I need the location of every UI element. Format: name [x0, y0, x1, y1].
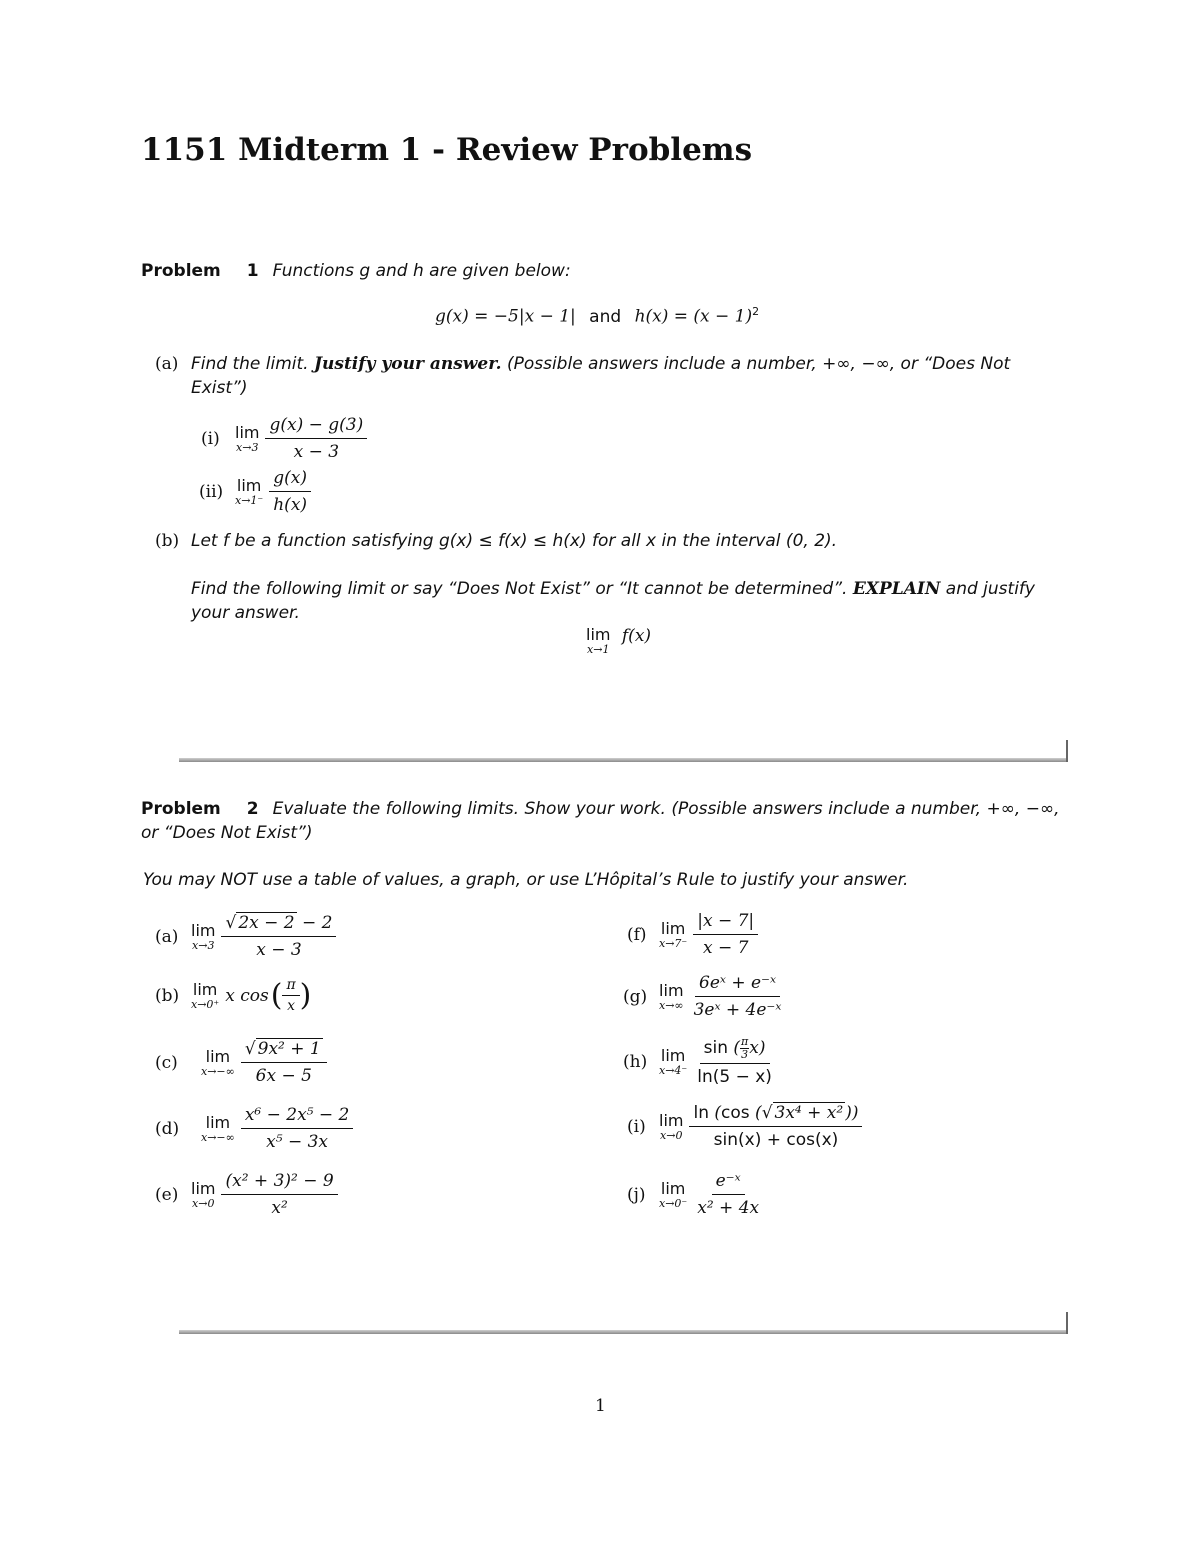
limit-j: [627, 1170, 763, 1219]
problem-2-note: You may NOT use a table of values, a graph, or use L’Hôpital’s Rule to justify your answer.: [143, 870, 909, 890]
numerator-tail: − 2: [296, 913, 333, 933]
divider: [179, 1330, 1067, 1334]
lim-subscript: x→0⁺: [191, 997, 220, 1011]
small-denominator: 3: [741, 1048, 749, 1061]
limit-ii-label: (ii): [199, 481, 224, 502]
lim-subscript: x→0: [660, 1128, 683, 1142]
divider-end: [1066, 740, 1068, 762]
numerator-tail: x: [749, 1038, 759, 1058]
item-label: (a): [155, 926, 179, 947]
part-b-find: Find the following limit or say “Does Not Exist” or “It cannot be determined”.: [191, 579, 848, 599]
lim-word: lim: [192, 979, 218, 999]
limit-d: [155, 1104, 353, 1153]
problem-2-heading: [141, 797, 1061, 845]
limit-b-expression: f(x): [621, 626, 652, 646]
lim-word: lim: [205, 1046, 231, 1066]
lim-word: lim: [205, 1112, 231, 1132]
divider: [179, 758, 1067, 762]
item-label: (b): [155, 985, 180, 1006]
item-label: (j): [627, 1184, 646, 1205]
lim-word: lim: [659, 1110, 684, 1130]
lim-word: lim: [191, 920, 216, 940]
part-b-explain: EXPLAIN: [852, 579, 941, 599]
limit-i-label: (i): [201, 428, 220, 449]
problem-2-intro: Evaluate the following limits. Show your work. (Possible answers include a number, +∞, −∞, or “Does Not Exist”): [141, 799, 1060, 843]
problem-label: Problem: [141, 799, 221, 819]
page-title: 1151 Midterm 1 - Review Problems: [141, 132, 753, 168]
limit-b: [586, 626, 651, 656]
part-b-and: and justify your answer.: [191, 579, 1035, 623]
denominator: 6x − 5: [255, 1066, 312, 1086]
problem-1-intro: Functions g and h are given below:: [272, 261, 571, 281]
numerator: 6eˣ + e⁻ˣ: [695, 972, 780, 997]
limit-g: [623, 972, 785, 1021]
lim-subscript: x→3: [192, 938, 215, 952]
lim-word: lim: [191, 1178, 216, 1198]
limit-i2: (i) lim x→0 $\frac{\text{ln (cos (√ 3x⁴ + x² ))}}{\sin(x) + \cos(x)}$: [627, 1102, 862, 1151]
radicand: 2x − 2: [238, 913, 295, 933]
numerator: (x² + 3)² − 9: [221, 1170, 337, 1195]
item-label: (f): [627, 924, 647, 945]
numerator: π: [282, 977, 299, 996]
denominator: x: [287, 998, 295, 1014]
item-label: (c): [155, 1052, 178, 1073]
denominator: sin(x) + cos(x): [713, 1130, 839, 1150]
limit-b2: (b) lim x→0⁺ x cos ( $\frac{\pi}{x}$ ): [155, 977, 312, 1014]
limit-c: (c) lim x→−∞ $\frac{\text{√ 9x² + 1}}{6x - 5}$: [155, 1038, 327, 1087]
problem-number: 1: [246, 261, 259, 281]
radicand: 3x⁴ + x²: [774, 1103, 844, 1123]
numerator: g(x) − g(3): [265, 414, 367, 439]
def-h: h(x) = (x − 1): [634, 306, 753, 327]
numerator: |x − 7|: [693, 910, 758, 935]
denominator: x − 7: [702, 938, 749, 958]
part-a-possible: (Possible answers include a number, +∞, −∞, or “Does Not Exist”): [191, 354, 1011, 398]
def-and: and: [589, 306, 622, 327]
lim-subscript: x→3: [236, 440, 259, 454]
lim-subscript: x→1⁻: [235, 493, 264, 507]
lim-subscript: x→−∞: [201, 1064, 235, 1078]
radicand: 9x² + 1: [257, 1039, 321, 1059]
item-label: (g): [623, 986, 648, 1007]
numerator: g(x): [269, 467, 311, 492]
lim-subscript: x→1: [587, 643, 610, 656]
expression-prefix: x cos: [225, 985, 269, 1006]
limit-ii: [199, 467, 311, 516]
limit-i: [201, 414, 367, 463]
lim-subscript: x→∞: [659, 998, 684, 1012]
divider-end: [1066, 1312, 1068, 1334]
problem-number: 2: [246, 799, 259, 819]
limit-e: [155, 1170, 338, 1219]
denominator: x²: [271, 1198, 288, 1218]
item-label: (h): [623, 1052, 648, 1072]
part-b-text: Let f be a function satisfying g(x) ≤ f(x) ≤ h(x) for all x in the interval (0, 2).: [191, 531, 838, 551]
sin-word: sin: [703, 1038, 728, 1058]
function-definitions: [435, 305, 759, 327]
lim-word: lim: [660, 1046, 686, 1065]
lim-word: lim: [660, 1178, 686, 1198]
item-label: (i): [627, 1116, 646, 1137]
denominator: 3eˣ + 4e⁻ˣ: [693, 1000, 782, 1020]
lim-word: lim: [235, 422, 260, 442]
limit-h: (h) lim x→4⁻ sin ( $\frac{\pi}{3}$ x) ln(5 − x): [623, 1036, 776, 1088]
lim-subscript: x→7⁻: [659, 936, 688, 950]
part-b-label: (b): [155, 531, 180, 551]
part-a-justify: Justify your answer.: [313, 354, 502, 374]
def-h-exponent: 2: [752, 305, 760, 318]
denominator: x − 3: [293, 442, 340, 462]
lim-subscript: x→0⁻: [659, 1196, 688, 1210]
lim-word: lim: [586, 625, 611, 644]
denominator: h(x): [273, 495, 308, 515]
problem-label: Problem: [141, 261, 221, 281]
problem-1-heading: [141, 261, 571, 281]
page-number: 1: [595, 1396, 606, 1416]
part-a-find: Find the limit.: [191, 354, 309, 374]
def-g: g(x) = −5|x − 1|: [435, 306, 576, 327]
denominator: x² + 4x: [697, 1198, 760, 1218]
lim-subscript: x→4⁻: [659, 1064, 688, 1077]
lim-word: lim: [660, 918, 686, 938]
denominator: x⁵ − 3x: [266, 1132, 329, 1152]
limit-a: (a) lim x→3 $\frac{√ 2x - 2 - 2}{x - 3}$: [155, 912, 336, 961]
small-numerator: π: [741, 1035, 749, 1048]
lim-subscript: x→0: [192, 1196, 215, 1210]
lim-subscript: x→−∞: [201, 1130, 235, 1144]
item-label: (e): [155, 1184, 179, 1205]
item-label: (d): [155, 1118, 180, 1139]
part-a-text: [191, 352, 1061, 400]
part-b-instructions: [191, 577, 1061, 625]
lim-word: lim: [659, 980, 684, 1000]
denominator: ln(5 − x): [697, 1067, 772, 1087]
lim-word: lim: [236, 475, 262, 495]
part-a-label: (a): [155, 354, 179, 374]
limit-f: [627, 910, 758, 959]
numerator: x⁶ − 2x⁵ − 2: [241, 1104, 354, 1129]
ln-word: ln: [693, 1103, 709, 1123]
denominator: x − 3: [256, 940, 302, 960]
cos-word: cos: [721, 1103, 750, 1123]
numerator: e⁻ˣ: [712, 1170, 745, 1195]
